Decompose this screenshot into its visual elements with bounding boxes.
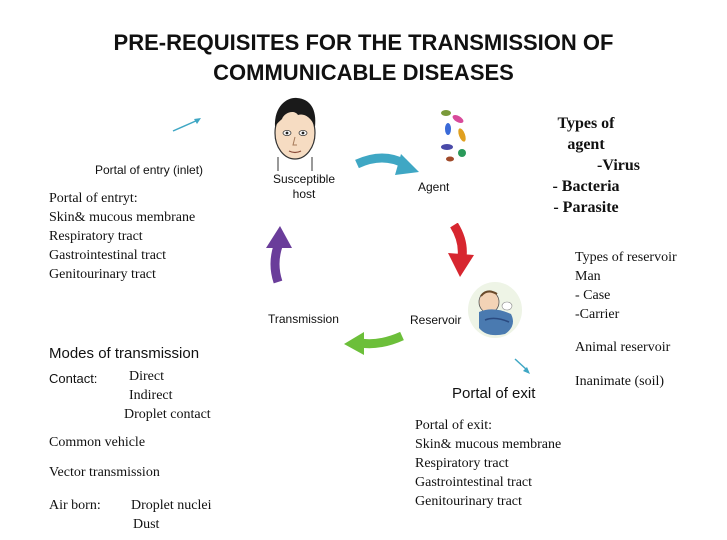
- vector-transmission-label: Vector transmission: [49, 465, 160, 480]
- air-born-list: [131, 496, 211, 534]
- portal-entry-label: Portal of entry (inlet): [95, 163, 204, 177]
- page-title: [0, 28, 727, 88]
- portal-exit-line: Genitourinary tract: [415, 494, 522, 509]
- small-arrow-icon-exit: [512, 356, 534, 378]
- agent-types-line: agent: [567, 136, 605, 153]
- contact-item: Direct: [129, 369, 164, 384]
- inanimate-reservoir-label: Inanimate (soil): [575, 374, 665, 389]
- portal-entry-line: Gastrointestinal tract: [49, 248, 167, 263]
- agent-types: [530, 113, 642, 218]
- air-born-label: Air born:: [49, 498, 101, 513]
- susceptible-host-label: [268, 172, 340, 202]
- agent-types-line: -Virus: [597, 157, 640, 174]
- reservoir-types-line: Types of reservoir: [575, 250, 677, 265]
- agent-types-line: - Parasite: [553, 199, 619, 216]
- portal-exit-line: Portal of exit:: [415, 418, 492, 433]
- portal-entry-line: Genitourinary tract: [49, 267, 156, 282]
- curved-arrow-host-to-agent-icon: [355, 150, 421, 190]
- portal-entry-line: Skin& mucous membrane: [49, 210, 196, 225]
- portal-exit-list: [415, 416, 561, 511]
- curved-arrow-reservoir-to-transmission-icon: [342, 328, 404, 358]
- contact-item: Droplet contact: [124, 407, 211, 422]
- reservoir-types-line: Man: [575, 269, 601, 284]
- curved-arrow-agent-to-reservoir-icon: [444, 223, 480, 281]
- reservoir-types-line: - Case: [575, 288, 611, 303]
- contact-list: [124, 367, 211, 424]
- agent-types-line: Types of: [557, 115, 615, 132]
- contact-item: Indirect: [129, 388, 173, 403]
- reservoir-types: [575, 248, 677, 324]
- portal-entry-line: Respiratory tract: [49, 229, 143, 244]
- susceptible-host-line: Susceptible: [272, 172, 336, 186]
- portal-exit-line: Gastrointestinal tract: [415, 475, 533, 490]
- portal-entry-list: [49, 189, 195, 284]
- transmission-label: Transmission: [268, 312, 339, 326]
- title-line-2: COMMUNICABLE DISEASES: [213, 60, 514, 85]
- curved-arrow-transmission-to-host-icon: [264, 224, 298, 284]
- susceptible-host-line: host: [292, 187, 316, 201]
- agent-label: Agent: [418, 180, 450, 194]
- animal-reservoir-label: Animal reservoir: [575, 340, 671, 355]
- title-line-1: PRE-REQUISITES FOR THE TRANSMISSION OF: [113, 30, 614, 55]
- modes-heading: Modes of transmission: [49, 345, 200, 362]
- reservoir-label: Reservoir: [410, 313, 462, 327]
- common-vehicle-label: Common vehicle: [49, 435, 146, 450]
- portal-exit-line: Skin& mucous membrane: [415, 437, 562, 452]
- person-face-icon: [270, 95, 320, 171]
- portal-exit-label: Portal of exit: [452, 385, 536, 402]
- air-born-item: Dust: [133, 517, 160, 532]
- reservoir-types-line: -Carrier: [575, 307, 620, 322]
- small-arrow-icon-entry: [170, 115, 204, 135]
- microbes-icon: [438, 105, 472, 165]
- portal-exit-line: Respiratory tract: [415, 456, 509, 471]
- contact-label: Contact:: [49, 371, 98, 386]
- agent-types-line: - Bacteria: [552, 178, 620, 195]
- sick-person-icon: [465, 276, 525, 340]
- air-born-item: Droplet nuclei: [131, 498, 212, 513]
- portal-entry-line: Portal of entryt:: [49, 191, 138, 206]
